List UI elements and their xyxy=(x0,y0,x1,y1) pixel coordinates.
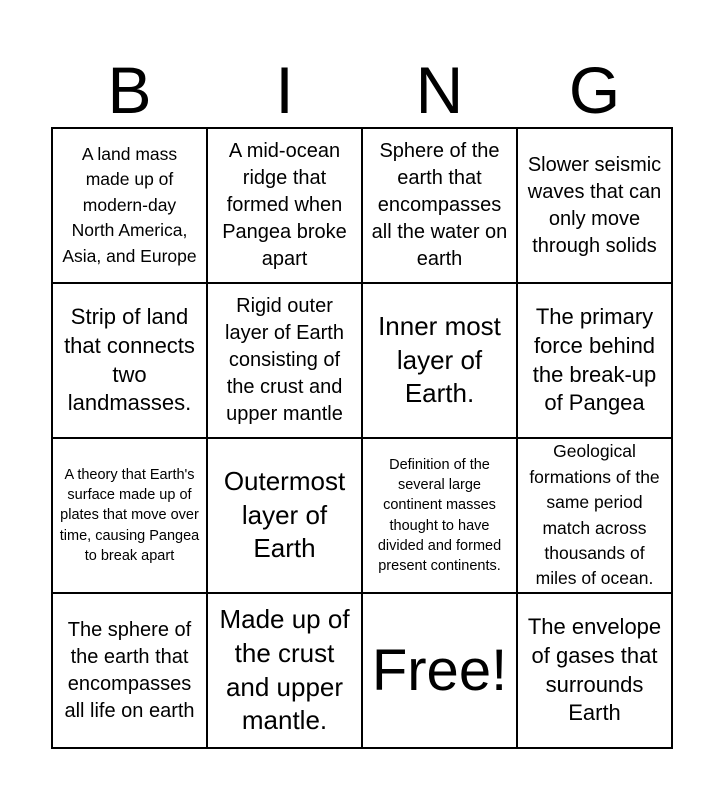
cell-text: Slower seismic waves that can only move through solids xyxy=(527,153,662,257)
bingo-header xyxy=(52,52,672,128)
bingo-cell[interactable] xyxy=(53,439,208,594)
bingo-cell[interactable] xyxy=(53,129,208,284)
cell-text: Geological formations of the same period match across thousands of miles of ocean. xyxy=(529,441,660,589)
cell-text: Rigid outer layer of Earth consisting of the crust and upper mantle xyxy=(225,295,344,425)
cell-text: A theory that Earth's surface made up of plates that move over time, causing Pangea to break apart xyxy=(59,466,200,564)
header-letter-b: B xyxy=(107,53,152,127)
bingo-cell[interactable] xyxy=(518,594,673,749)
header-letter-g: G xyxy=(568,53,621,127)
cell-text: The primary force behind the break-up of Pangea xyxy=(532,304,657,416)
cell-text: Made up of the crust and upper mantle. xyxy=(219,603,350,736)
cell-text: Sphere of the earth that encompasses all the water on earth xyxy=(371,140,508,270)
cell-text: Strip of land that connects two landmasses. xyxy=(64,304,195,416)
bingo-cell[interactable] xyxy=(208,284,363,439)
header-letter-n: N xyxy=(415,53,464,127)
bingo-cell[interactable] xyxy=(363,284,518,439)
cell-text: The envelope of gases that surrounds Earth xyxy=(527,614,662,726)
bingo-cell[interactable] xyxy=(363,439,518,594)
bingo-cell[interactable] xyxy=(208,594,363,749)
cell-text: Inner most layer of Earth. xyxy=(378,310,501,409)
cell-text: A land mass made up of modern-day North America, Asia, and Europe xyxy=(62,144,197,266)
bingo-cell[interactable] xyxy=(518,439,673,594)
bingo-cell[interactable] xyxy=(518,284,673,439)
bingo-cell[interactable] xyxy=(518,129,673,284)
bingo-grid xyxy=(51,127,673,749)
bingo-cell[interactable] xyxy=(208,129,363,284)
bingo-cell[interactable] xyxy=(53,284,208,439)
cell-text: Outermost layer of Earth xyxy=(223,465,346,564)
cell-text: The sphere of the earth that encompasses all life on earth xyxy=(64,618,195,722)
bingo-cell[interactable] xyxy=(208,439,363,594)
header-letter-i: I xyxy=(275,53,294,127)
bingo-cell[interactable] xyxy=(53,594,208,749)
cell-text: Definition of the several large continent masses thought to have divided and formed present continents. xyxy=(377,456,502,575)
free-space-text: Free! xyxy=(371,637,508,703)
free-space-cell[interactable] xyxy=(363,594,518,749)
bingo-cell[interactable] xyxy=(363,129,518,284)
cell-text: A mid-ocean ridge that formed when Pangea broke apart xyxy=(222,140,347,270)
